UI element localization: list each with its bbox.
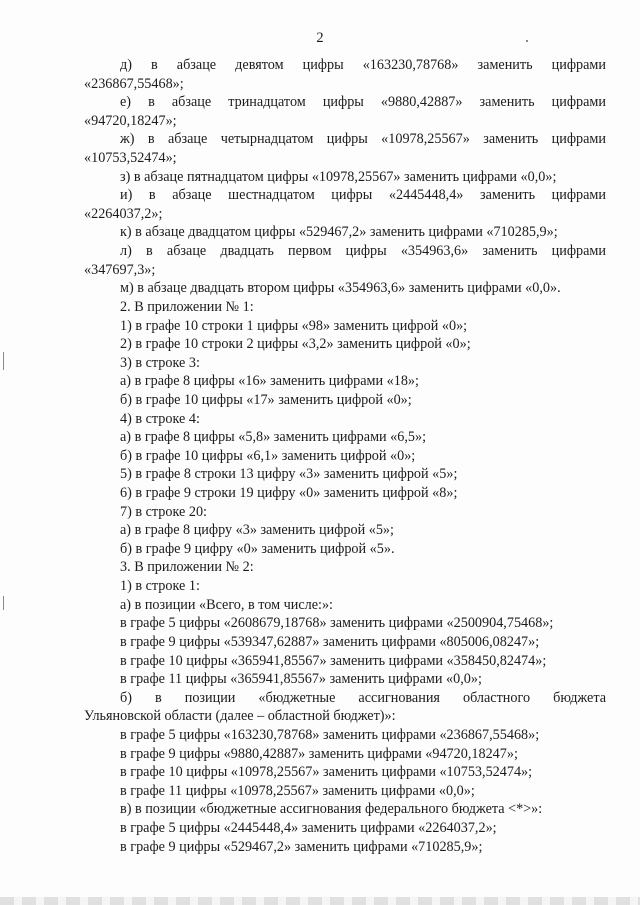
text-line: «94720,18247»; — [84, 112, 177, 129]
text-line: м) в абзаце двадцать втором цифры «354963,6» заменить цифрами «0,0». — [120, 280, 561, 297]
text-line: в) в позиции «бюджетные ассигнования федерального бюджета <*>»: — [120, 801, 543, 818]
text-line: в графе 10 цифры «10978,25567» заменить цифрами «10753,52474»; — [120, 764, 533, 781]
scan-mark-left — [3, 596, 4, 610]
text-line: к) в абзаце двадцатом цифры «529467,2» заменить цифрами «710285,9»; — [120, 224, 558, 241]
text-line: в графе 9 цифры «9880,42887» заменить цифрами «94720,18247»; — [120, 745, 518, 762]
text-line: «347697,3»; — [84, 261, 156, 278]
text-line: в графе 5 цифры «2445448,4» заменить цифрами «2264037,2»; — [120, 819, 497, 836]
text-line: б) в позиции «бюджетные ассигнования областного бюджета — [120, 689, 606, 706]
text-line: а) в позиции «Всего, в том числе:»: — [120, 596, 333, 613]
text-line: 4) в строке 4: — [120, 410, 200, 427]
text-line: 5) в графе 8 строки 13 цифру «3» заменить цифрой «5»; — [120, 466, 458, 483]
text-line: 6) в графе 9 строки 19 цифру «0» заменить цифрой «8»; — [120, 485, 458, 502]
text-line: «236867,55468»; — [84, 75, 184, 92]
text-line: «2264037,2»; — [84, 205, 163, 222]
text-line: в графе 5 цифры «2608679,18768» заменить цифрами «2500904,75468»; — [120, 615, 554, 632]
text-line: з) в абзаце пятнадцатом цифры «10978,25567» заменить цифрами «0,0»; — [120, 168, 557, 185]
text-line: Ульяновской области (далее – областной бюджет)»: — [84, 708, 396, 725]
scan-bottom-edge — [0, 897, 640, 905]
text-line: а) в графе 8 цифры «16» заменить цифрами «18»; — [120, 373, 419, 390]
text-line: в графе 5 цифры «163230,78768» заменить цифрами «236867,55468»; — [120, 726, 540, 743]
document-body — [84, 56, 606, 856]
scan-mark-left — [3, 352, 4, 370]
text-line: ж) в абзаце четырнадцатом цифры «10978,25567» заменить цифрами — [120, 131, 606, 148]
text-line: 3. В приложении № 2: — [120, 559, 254, 576]
page-number: 2 — [316, 30, 324, 46]
text-line: а) в графе 8 цифру «3» заменить цифрой «5»; — [120, 522, 394, 539]
text-line: в графе 9 цифры «539347,62887» заменить цифрами «805006,08247»; — [120, 633, 540, 650]
text-line: и) в абзаце шестнадцатом цифры «2445448,4» заменить цифрами — [120, 187, 606, 204]
text-line: б) в графе 10 цифры «17» заменить цифрой «0»; — [120, 391, 412, 408]
text-line: в графе 11 цифры «365941,85567» заменить цифрами «0,0»; — [120, 671, 482, 688]
text-line: 7) в строке 20: — [120, 503, 207, 520]
text-line: 1) в строке 1: — [120, 578, 200, 595]
text-line: в графе 10 цифры «365941,85567» заменить цифрами «358450,82474»; — [120, 652, 547, 669]
text-line: е) в абзаце тринадцатом цифры «9880,42887» заменить цифрами — [120, 94, 606, 111]
text-line: л) в абзаце двадцать первом цифры «354963,6» заменить цифрами — [120, 243, 606, 260]
text-line: 2. В приложении № 1: — [120, 298, 254, 315]
text-line: д) в абзаце девятом цифры «163230,78768» заменить цифрами — [120, 57, 606, 73]
scan-mark-top — [526, 40, 528, 42]
text-line: 2) в графе 10 строки 2 цифры «3,2» заменить цифрой «0»; — [120, 336, 471, 353]
text-line: б) в графе 10 цифры «6,1» заменить цифрой «0»; — [120, 447, 416, 464]
text-line: 3) в строке 3: — [120, 354, 200, 371]
text-line: в графе 9 цифры «529467,2» заменить цифрами «710285,9»; — [120, 838, 483, 855]
text-line: в графе 11 цифры «10978,25567» заменить цифрами «0,0»; — [120, 782, 475, 799]
text-line: б) в графе 9 цифру «0» заменить цифрой «5». — [120, 540, 395, 557]
text-line: «10753,52474»; — [84, 150, 177, 167]
text-line: 1) в графе 10 строки 1 цифры «98» заменить цифрой «0»; — [120, 317, 468, 334]
text-line: а) в графе 8 цифры «5,8» заменить цифрами «6,5»; — [120, 429, 427, 446]
